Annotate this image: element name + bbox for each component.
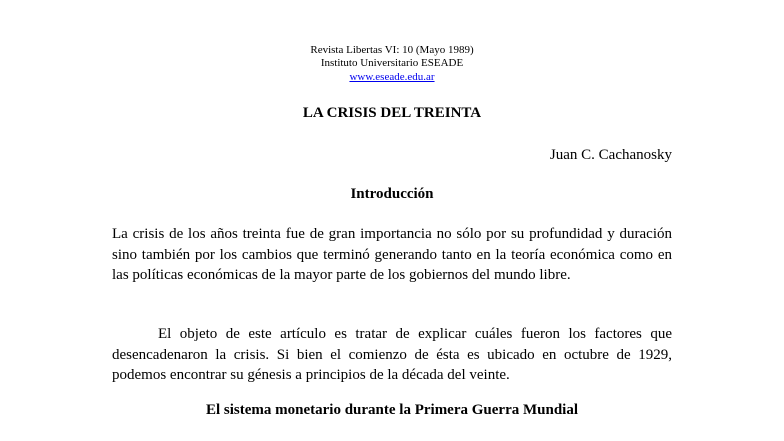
paragraph-2: El objeto de este artículo es tratar de explicar cuáles fueron los factores que desencadenaron la crisis. Si bien el comienzo de ésta es ubicado en octubre de 1929, podemos encontrar su génesis a principios de la década del veinte. <box>112 326 672 383</box>
website-link[interactable]: www.eseade.edu.ar <box>349 71 435 83</box>
section-heading-sistema-monetario: El sistema monetario durante la Primera Guerra Mundial <box>205 402 579 418</box>
website-line <box>0 71 784 83</box>
institute-name: Instituto Universitario ESEADE <box>320 57 464 69</box>
section-heading-introduccion: Introducción <box>350 186 434 202</box>
article-title: LA CRISIS DEL TREINTA <box>302 105 482 121</box>
article-author: Juan C. Cachanosky <box>549 147 672 163</box>
journal-citation: Revista Libertas VI: 10 (Mayo 1989) <box>310 44 474 56</box>
paragraph-1: La crisis de los años treinta fue de gran importancia no sólo por su profundidad y duración sino también por los cambios que terminó generando tanto en la teoría económica como en las políticas económicas de la mayor parte de los gobiernos del mundo libre. <box>112 226 672 283</box>
